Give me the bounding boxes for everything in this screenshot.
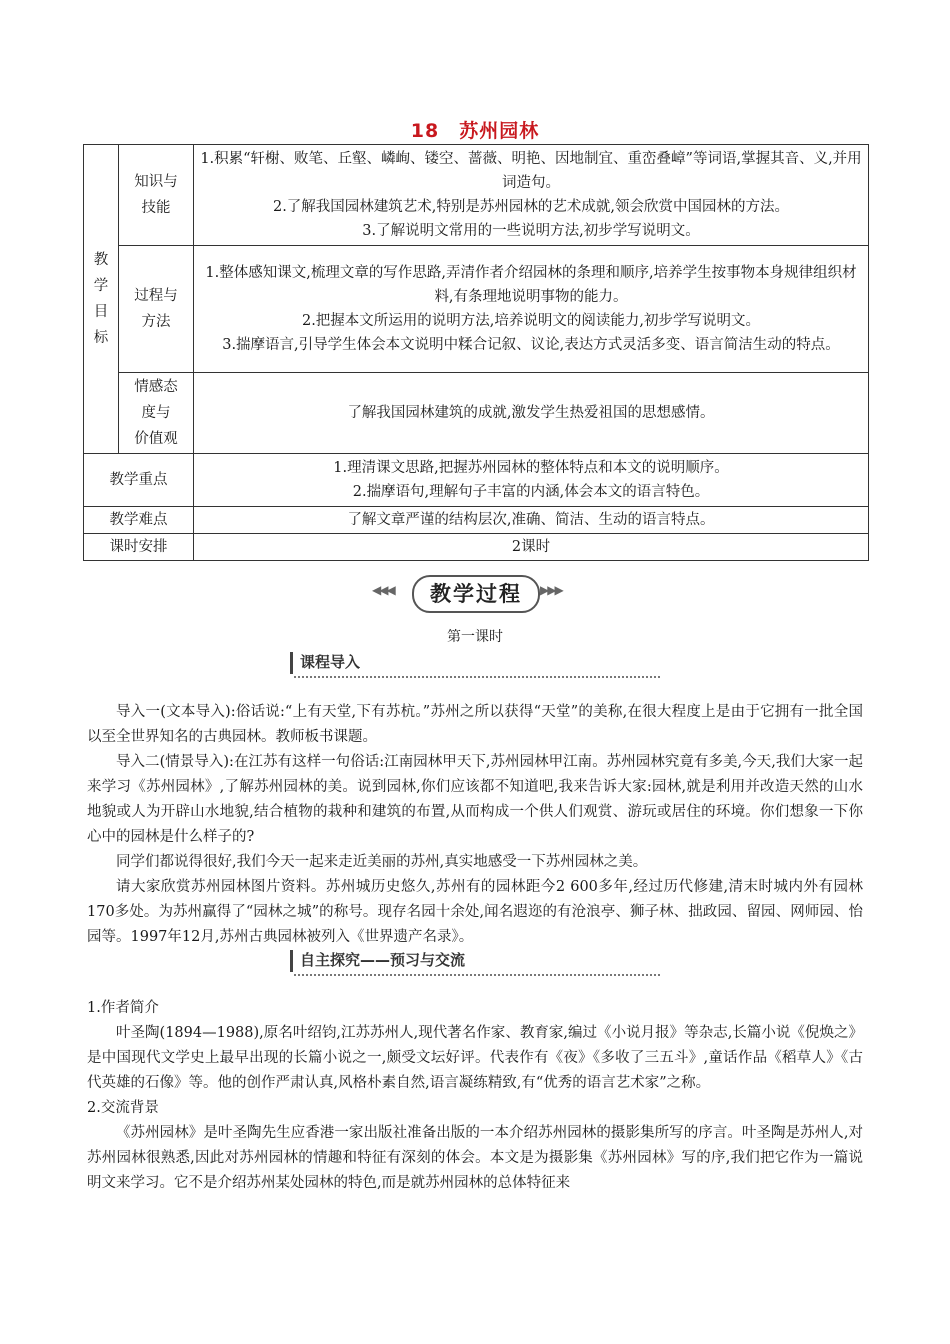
paragraph: 导入一(文本导入):俗话说:“上有天堂,下有苏杭。”苏州之所以获得“天堂”的美称,在很大程度上是由于它拥有一批全国以至全世界知名的古典园林。教师板书课题。 <box>87 704 863 745</box>
list-item: 了解我国园林建筑的成就,激发学生热爱祖国的思想感情。 <box>347 405 715 421</box>
table-row <box>84 454 869 507</box>
paragraph: 《苏州园林》是叶圣陶先生应香港一家出版社准备出版的一本介绍苏州园林的摄影集所写的序言。叶圣陶是苏州人,对苏州园林很熟悉,因此对苏州园林的情趣和特征有深刻的体会。本文是为摄影集《苏州园林》写的序,我们把它作为一篇说明文来学习。它不是介绍苏州某处园林的特色,而是就苏州园林的总体特征来 <box>87 1125 863 1191</box>
table-row <box>84 534 869 561</box>
document-title: 18 苏州园林 <box>410 120 540 142</box>
difficulties-label: 教学难点 <box>84 507 194 534</box>
teaching-process-banner <box>0 574 950 614</box>
difficulties-content: 了解文章严谨的结构层次,准确、简洁、生动的语言特点。 <box>194 507 869 534</box>
table-row <box>84 373 869 454</box>
process-content <box>194 246 869 373</box>
arrows-left-icon: ◀◀◀ <box>372 583 394 597</box>
paragraph: 请大家欣赏苏州园林图片资料。苏州城历史悠久,苏州有的园林距今2 600多年,经过历代修建,清末时城内外有园林170多处。为苏州赢得了“园林之城”的称号。现存名园十余处,闻名遐迩的有沧浪亭、狮子林、拙政园、留园、网师园、怡园等。1997年12月,苏州古典园林被列入《世界遗产名录》。 <box>87 879 863 945</box>
list-item: 1.理清课文思路,把握苏州园林的整体特点和本文的说明顺序。 <box>333 460 729 476</box>
subheading-author: 1.作者简介 <box>87 1000 159 1016</box>
lesson-label: 第一课时 <box>447 629 503 645</box>
arrows-right-icon: ▶▶▶ <box>540 583 562 597</box>
process-label: 过程与 方法 <box>119 246 194 373</box>
table-row <box>84 246 869 373</box>
knowledge-content <box>194 145 869 246</box>
schedule-label: 课时安排 <box>84 534 194 561</box>
teaching-plan-table <box>83 144 869 561</box>
table-row <box>84 507 869 534</box>
list-item: 3.了解说明文常用的一些说明方法,初步学写说明文。 <box>362 223 700 239</box>
explore-paragraphs <box>87 996 863 1196</box>
key-points-content <box>194 454 869 507</box>
list-item: 1.积累“轩榭、败笔、丘壑、嶙峋、镂空、蔷薇、明艳、因地制宜、重峦叠嶂”等词语,掌握其音、义,并用词造句。 <box>200 151 862 191</box>
goals-label-cell: 教 学 目 标 <box>84 145 119 454</box>
list-item: 1.整体感知课文,梳理文章的写作思路,弄清作者介绍园林的条理和顺序,培养学生按事物本身规律组织材料,有条理地说明事物的能力。 <box>205 265 857 305</box>
paragraph: 叶圣陶(1894—1988),原名叶绍钧,江苏苏州人,现代著名作家、教育家,编过《小说月报》等杂志,长篇小说《倪焕之》是中国现代文学史上最早出现的长篇小说之一,颇受文坛好评。代表作有《夜》《多收了三五斗》,童话作品《稻草人》《古代英雄的石像》等。他的创作严肃认真,风格朴素自然,语言凝练精致,有“优秀的语言艺术家”之称。 <box>87 1025 863 1091</box>
list-item: 2.了解我国园林建筑艺术,特别是苏州园林的艺术成就,领会欣赏中国园林的方法。 <box>272 199 790 215</box>
key-points-label: 教学重点 <box>84 454 194 507</box>
section-heading-explore: 自主探究——预习与交流 <box>290 948 660 976</box>
paragraph: 同学们都说得很好,我们今天一起来走近美丽的苏州,真实地感受一下苏州园林之美。 <box>116 854 648 870</box>
emotion-label: 情感态 度与 价值观 <box>119 373 194 454</box>
knowledge-label: 知识与 技能 <box>119 145 194 246</box>
table-row <box>84 145 869 246</box>
schedule-content: 2课时 <box>194 534 869 561</box>
paragraph: 导入二(情景导入):在江苏有这样一句俗话:江南园林甲天下,苏州园林甲江南。苏州园林究竟有多美,今天,我们大家一起来学习《苏州园林》,了解苏州园林的美。说到园林,你们应该都不知道吧,我来告诉大家:园林,就是利用并改造天然的山水地貌或人为开辟山水地貌,结合植物的栽种和建筑的布置,从而构成一个供人们观赏、游玩或居住的环境。你们想象一下你心中的园林是什么样子的? <box>87 754 863 845</box>
list-item: 2.把握本文所运用的说明方法,培养说明文的阅读能力,初步学写说明文。 <box>301 313 761 329</box>
subheading-background: 2.交流背景 <box>87 1100 159 1116</box>
intro-paragraphs <box>87 700 863 950</box>
list-item: 2.揣摩语句,理解句子丰富的内涵,体会本文的语言特色。 <box>352 484 710 500</box>
banner-title: 教学过程 <box>412 575 540 613</box>
list-item: 3.揣摩语言,引导学生体会本文说明中糅合记叙、议论,表达方式灵活多变、语言简洁生动的特点。 <box>222 337 840 353</box>
section-heading-intro: 课程导入 <box>290 650 660 678</box>
emotion-content <box>194 373 869 454</box>
